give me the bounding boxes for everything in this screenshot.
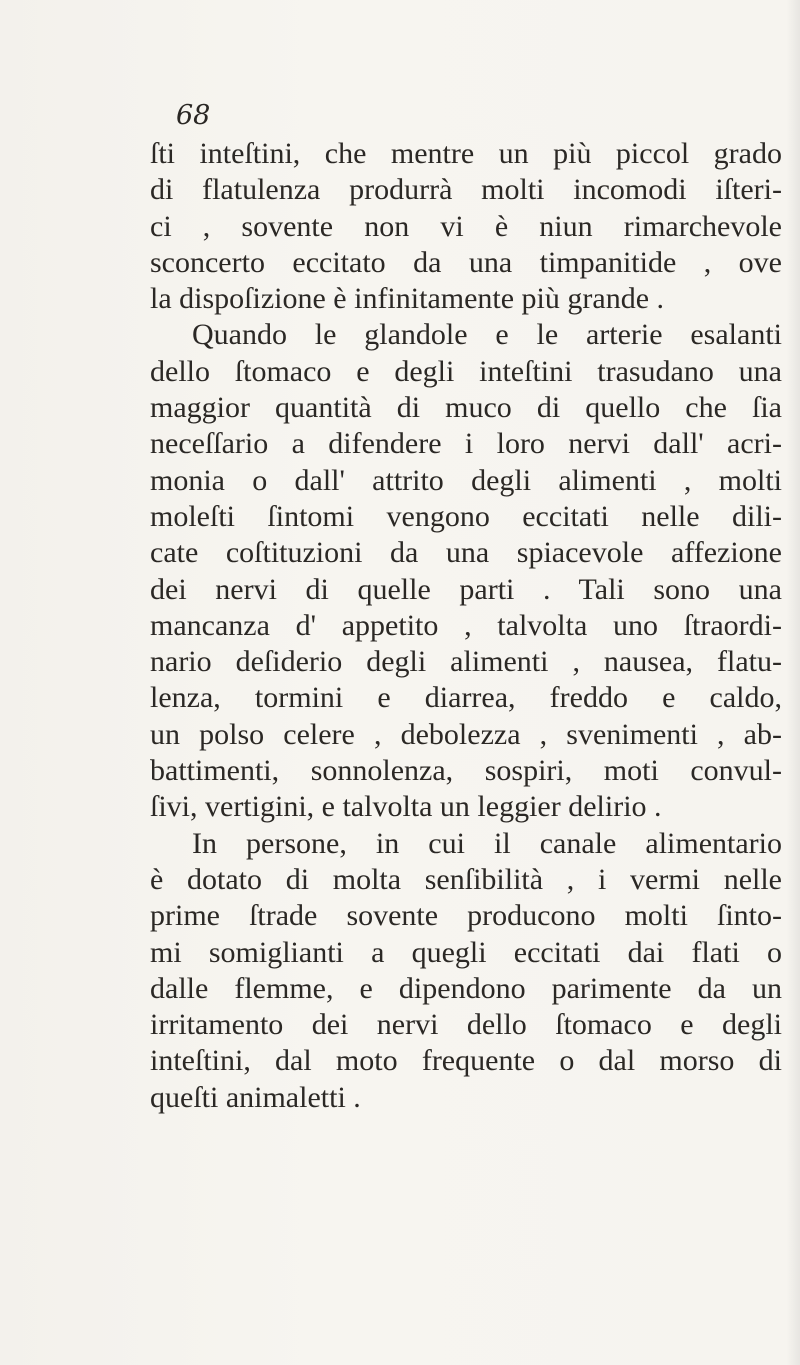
- text-line: dello ſtomaco e degli inteſtini trasudano una: [150, 354, 782, 388]
- page-number: 68: [176, 100, 211, 131]
- text-line: è dotato di molta senſibilità , i vermi nelle: [150, 862, 782, 896]
- text-line: sconcerto eccitato da una timpanitide , ove: [150, 245, 782, 279]
- text-line: la dispoſizione è infinitamente più grande .: [150, 282, 665, 316]
- page-edge-shadow: [786, 0, 800, 1365]
- paragraph-start-line: Quando le glandole e le arterie esalanti: [192, 318, 782, 352]
- text-line: dei nervi di quelle parti . Tali sono una: [150, 572, 782, 606]
- text-line: moleſti ſintomi vengono eccitati nelle dili-: [150, 499, 782, 533]
- text-line: ſivi, vertigini, e talvolta un leggier delirio .: [150, 790, 662, 824]
- text-line: lenza, tormini e diarrea, freddo e caldo,: [150, 681, 782, 715]
- text-line: dalle flemme, e dipendono parimente da un: [150, 971, 782, 1005]
- text-line: irritamento dei nervi dello ſtomaco e degli: [150, 1008, 782, 1042]
- text-line: ci , sovente non vi è niun rimarchevole: [150, 209, 782, 243]
- text-line: queſti animaletti .: [150, 1080, 361, 1114]
- text-line: monia o dall' attrito degli alimenti , molti: [150, 463, 782, 497]
- text-line: ſti inteſtini, che mentre un più piccol grado: [150, 137, 782, 170]
- text-line: prime ſtrade sovente producono molti ſinto-: [150, 899, 782, 933]
- text-line: di flatulenza produrrà molti incomodi iſteri-: [150, 173, 782, 207]
- text-line: nario deſiderio degli alimenti , nausea, flatu-: [150, 645, 782, 679]
- paragraph-start-line: In persone, in cui il canale alimentario: [192, 826, 782, 860]
- body-text: [150, 136, 782, 1116]
- text-line: mi somiglianti a quegli eccitati dai flati o: [150, 935, 782, 969]
- text-line: cate coſtituzioni da una spiacevole affezione: [150, 536, 782, 570]
- text-line: maggior quantità di muco di quello che ſia: [150, 391, 782, 425]
- text-line: mancanza d' appetito , talvolta uno ſtraordi-: [150, 608, 782, 642]
- text-line: neceſſario a difendere i loro nervi dall' acri-: [150, 427, 782, 461]
- text-line: inteſtini, dal moto frequente o dal morso di: [150, 1044, 782, 1078]
- text-line: un polso celere , debolezza , svenimenti , ab-: [150, 717, 782, 751]
- text-line: battimenti, sonnolenza, sospiri, moti convul-: [150, 754, 782, 788]
